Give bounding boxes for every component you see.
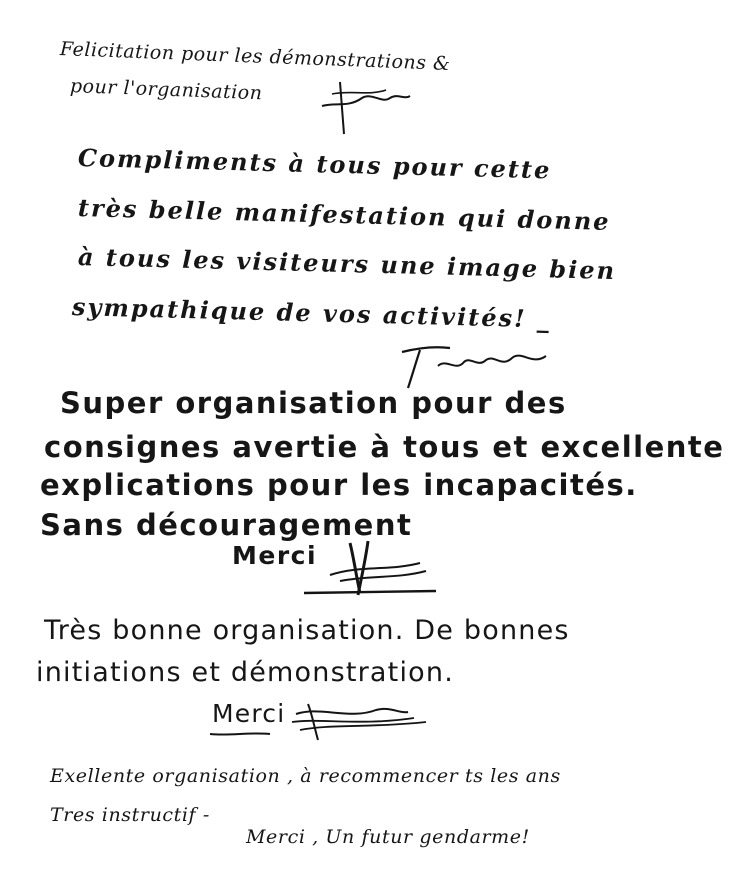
entry-3-line-3: explications pour les incapacités. <box>40 468 638 502</box>
entry-4-line-3: Merci <box>212 699 286 728</box>
entry-2-line-3: à tous les visiteurs une image bien <box>77 242 617 286</box>
entry-1-line-2: pour l'organisation <box>69 75 263 105</box>
signature-4 <box>200 696 440 746</box>
entry-3-line-4: Sans découragement <box>40 508 413 542</box>
entry-2-line-4: sympathique de vos activités! _ <box>71 292 552 334</box>
entry-2-line-1: Compliments à tous pour cette <box>77 143 552 185</box>
entry-3-line-2: consignes avertie à tous et excellente <box>44 430 725 464</box>
entry-2-line-2: très belle manifestation qui donne <box>77 193 611 236</box>
signature-1 <box>310 76 415 138</box>
entry-3-line-1: Super organisation pour des <box>60 386 567 420</box>
entry-4-line-1: Très bonne organisation. De bonnes <box>44 615 570 646</box>
entry-5-line-2: Tres instructif - <box>50 804 210 826</box>
entry-5-line-1: Exellente organisation , à recommencer ts les ans <box>50 765 561 787</box>
entry-1-line-1: Felicitation pour les démonstrations & <box>59 38 451 75</box>
entry-4-line-2: initiations et démonstration. <box>36 657 454 688</box>
entry-5-line-3: Merci , Un futur gendarme! <box>246 826 530 848</box>
entry-3-line-5: Merci <box>232 541 318 570</box>
signature-3 <box>300 535 440 605</box>
